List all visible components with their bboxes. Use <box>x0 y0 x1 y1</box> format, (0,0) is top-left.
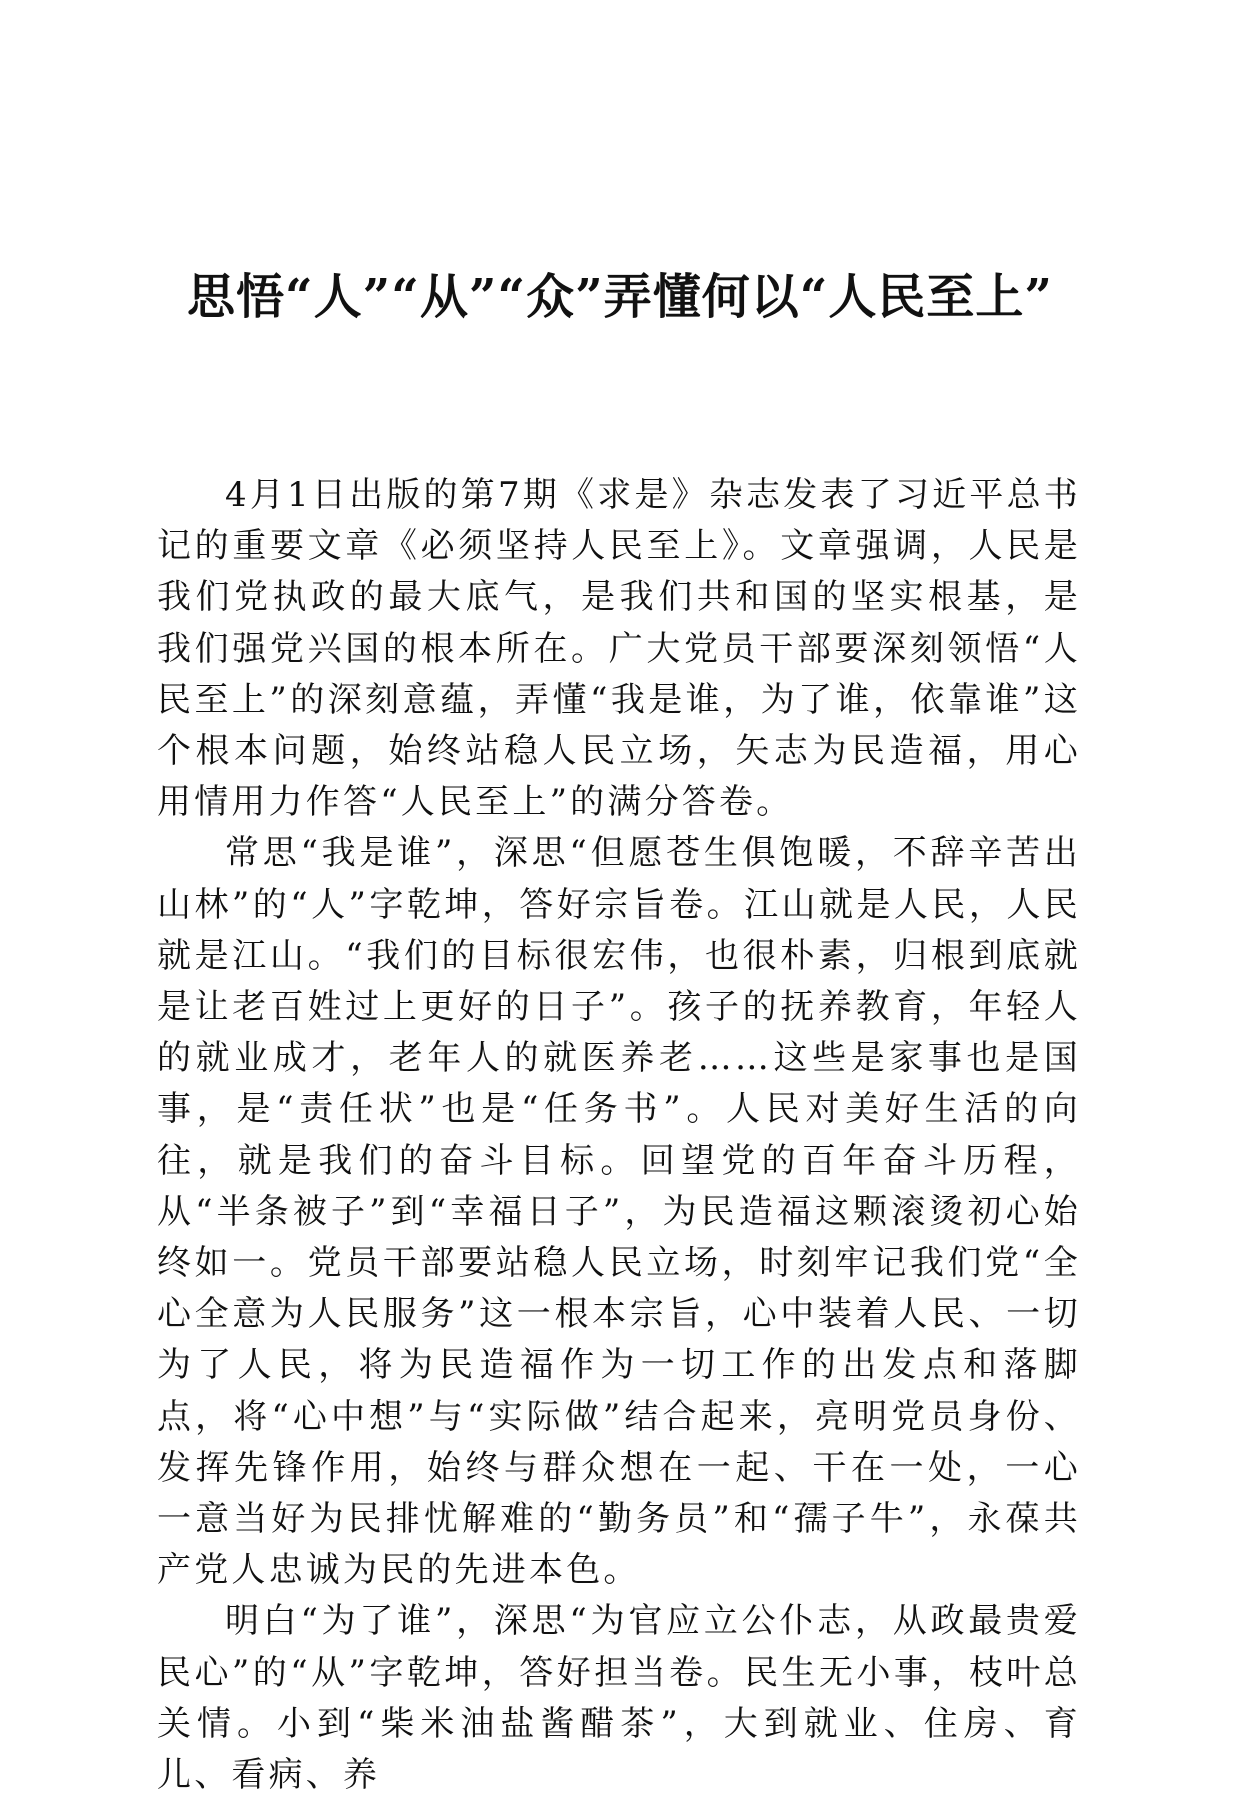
paragraph-for-whom: 明白“为了谁”，深思“为官应立公仆志，从政最贵爱民心”的“从”字乾坤，答好担当卷。民生无小事，枝叶总关情。小到“柴米油盐酱醋茶”，大到就业、住房、育儿、看病、养 <box>157 1601 1081 1796</box>
article-title: 思悟“人”“从”“众”弄懂何以“人民至上” <box>187 269 1053 325</box>
paragraph-who-am-i: 常思“我是谁”，深思“但愿苍生俱饱暖，不辞辛苦出山林”的“人”字乾坤，答好宗旨卷。江山就是人民，人民就是江山。“我们的目标很宏伟，也很朴素，归根到底就是让老百姓过上更好的日子”。孩子的抚养教育，年轻人的就业成才，老年人的就医养老……这些是家事也是国事，是“责任状”也是“任务书”。人民对美好生活的向往，就是我们的奋斗目标。回望党的百年奋斗历程，从“半条被子”到“幸福日子”，为民造福这颗滚烫初心始终如一。党员干部要站稳人民立场，时刻牢记我们党“全心全意为人民服务”这一根本宗旨，心中装着人民、一切为了人民，将为民造福作为一切工作的出发点和落脚点，将“心中想”与“实际做”结合起来，亮明党员身份、发挥先锋作用，始终与群众想在一起、干在一处，一心一意当好为民排忧解难的“勤务员”和“孺子牛”，永葆共产党人忠诚为民的先进本色。 <box>157 833 1081 1591</box>
article-body <box>157 470 1081 1801</box>
paragraph-intro: 4月1日出版的第7期《求是》杂志发表了习近平总书记的重要文章《必须坚持人民至上》。文章强调，人民是我们党执政的最大底气，是我们共和国的坚实根基，是我们强党兴国的根本所在。广大党员干部要深刻领悟“人民至上”的深刻意蕴，弄懂“我是谁，为了谁，依靠谁”这个根本问题，始终站稳人民立场，矢志为民造福，用心用情用力作答“人民至上”的满分答卷。 <box>157 475 1081 823</box>
